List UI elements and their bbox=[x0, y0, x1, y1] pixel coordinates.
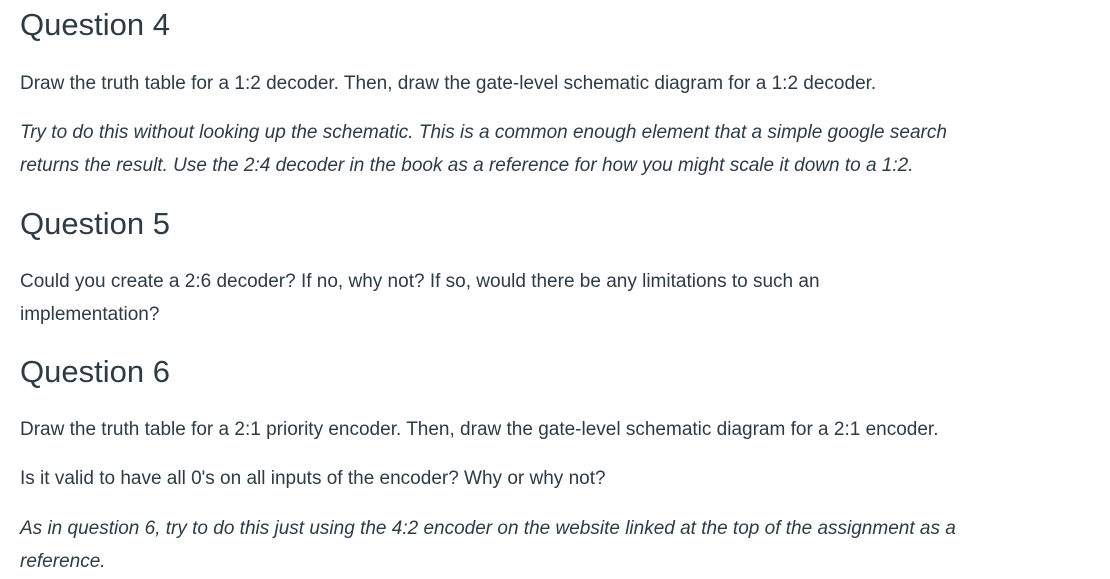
question-4-hint-line-1: Try to do this without looking up the schematic. This is a common enough element that a simple google search bbox=[20, 122, 947, 143]
question-6-hint-line-2: reference. bbox=[20, 551, 106, 572]
question-6-question: Is it valid to have all 0's on all inputs of the encoder? Why or why not? bbox=[20, 468, 606, 489]
question-6-instructions: Draw the truth table for a 2:1 priority encoder. Then, draw the gate-level schematic diagram for a 2:1 encoder. bbox=[20, 419, 939, 440]
question-5-heading: Question 5 bbox=[20, 206, 170, 241]
question-5-prompt-line-1: Could you create a 2:6 decoder? If no, why not? If so, would there be any limitations to such an bbox=[20, 271, 820, 292]
question-4-hint-line-2: returns the result. Use the 2:4 decoder in the book as a reference for how you might scale it down to a 1:2. bbox=[20, 155, 914, 176]
question-6-heading: Question 6 bbox=[20, 354, 170, 389]
question-4-instructions: Draw the truth table for a 1:2 decoder. Then, draw the gate-level schematic diagram for a 1:2 decoder. bbox=[20, 73, 877, 94]
question-6-hint-line-1: As in question 6, try to do this just using the 4:2 encoder on the website linked at the top of the assignment as a bbox=[20, 518, 956, 539]
question-4-heading: Question 4 bbox=[20, 7, 170, 42]
question-5-prompt-line-2: implementation? bbox=[20, 304, 160, 325]
